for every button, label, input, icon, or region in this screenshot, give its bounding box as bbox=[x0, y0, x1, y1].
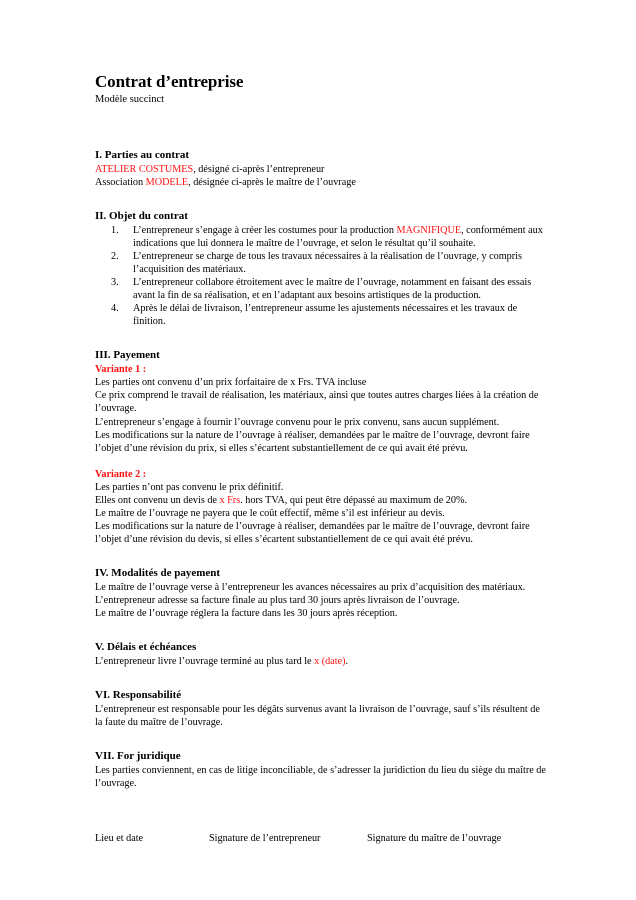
spacer bbox=[95, 546, 547, 566]
variante-1-line-1: Les parties ont convenu d’un prix forfaitaire de x Frs. TVA incluse bbox=[95, 377, 367, 389]
objet-item-1-post: , conformément aux indications que lui donnera le maître de l’ouvrage, et selon le résultat qu’il souhaite. bbox=[133, 224, 543, 249]
variante-2-line-1: Les parties n’ont pas convenu le prix définitif. bbox=[95, 481, 284, 493]
spacer bbox=[95, 790, 547, 832]
section-heading-payement: III. Payement bbox=[95, 349, 160, 362]
party-maitre-prefix: Association bbox=[95, 177, 146, 189]
list-item bbox=[95, 224, 547, 250]
section-heading-modalites: IV. Modalités de payement bbox=[95, 567, 221, 580]
spacer bbox=[95, 328, 547, 348]
spacer bbox=[95, 668, 547, 688]
variante-1-line-3: L’entrepreneur s’engage à fournir l’ouvrage convenu pour le prix convenu, sans aucun supplément. bbox=[95, 416, 500, 428]
document-body bbox=[95, 72, 547, 848]
variante-2-line-2-post: . hors TVA, qui peut être dépassé au maximum de 20%. bbox=[240, 494, 467, 506]
delais-line-post: . bbox=[345, 655, 349, 667]
objet-list bbox=[95, 224, 547, 328]
modalites-line-2: L’entrepreneur adresse sa facture finale au plus tard 30 jours après livraison de l’ouvrage. bbox=[95, 595, 460, 607]
spacer bbox=[95, 729, 547, 749]
spacer bbox=[95, 455, 547, 468]
parties-line-maitre bbox=[95, 176, 547, 189]
variante-2-line-2-pre: Elles ont convenu un devis de bbox=[95, 494, 220, 506]
list-item bbox=[95, 302, 547, 328]
modalites-line-1: Le maître de l’ouvrage verse à l’entrepreneur les avances nécessaires au prix d’acquisition des matériaux. bbox=[95, 582, 526, 593]
section-heading-delais: V. Délais et échéances bbox=[95, 641, 197, 654]
variante-2-label: Variante 2 : bbox=[95, 468, 147, 480]
page-title: Contrat d’entreprise bbox=[95, 72, 244, 91]
variante-1-line-2: Ce prix comprend le travail de réalisation, les matériaux, ainsi que toutes autres charges liées à la création de l’ouvrage. bbox=[95, 390, 539, 415]
spacer bbox=[95, 106, 547, 148]
objet-item-4-text: Après le délai de livraison, l’entrepreneur assume les ajustements nécessaires et les travaux de finition. bbox=[133, 303, 518, 328]
parties-line-entrepreneur bbox=[95, 163, 547, 176]
party-entrepreneur-name: ATELIER COSTUMES bbox=[95, 163, 194, 175]
section-heading-objet: II. Objet du contrat bbox=[95, 210, 188, 223]
variante-1-line-4: Les modifications sur la nature de l’ouvrage à réaliser, demandées par le maître de l’ouvrage, devront faire l’objet d’une révision du prix, si elles s’écartent substantiellement de ce qui avait été prévu. bbox=[95, 429, 530, 454]
list-item bbox=[95, 250, 547, 276]
responsabilite-line: L’entrepreneur est responsable pour les dégâts survenus avant la livraison de l’ouvrage, sauf s’ils résultent de la faute du maître de l’ouvrage. bbox=[95, 703, 540, 728]
objet-item-1-pre: L’entrepreneur s’engage à créer les costumes pour la production bbox=[133, 224, 397, 236]
delais-line-pre: L’entrepreneur livre l’ouvrage terminé au plus tard le bbox=[95, 655, 315, 667]
spacer bbox=[95, 189, 547, 209]
objet-item-3-text: L’entrepreneur collabore étroitement avec le maître de l’ouvrage, notamment en faisant des essais avant la fin de sa réalisation, et en l’adaptant aux besoins artistiques de la production. bbox=[133, 277, 532, 302]
party-maitre-rest: , désignée ci-après le maître de l’ouvrage bbox=[188, 177, 356, 189]
signature-field-maitre[interactable]: Signature du maître de l’ouvrage bbox=[367, 832, 502, 844]
variante-1-label: Variante 1 : bbox=[95, 364, 147, 376]
modalites-line-3: Le maître de l’ouvrage réglera la facture dans les 30 jours après réception. bbox=[95, 608, 398, 620]
for-juridique-line: Les parties conviennent, en cas de litige inconciliable, de s’adresser la juridiction du lieu du siège du maître de l’ouvrage. bbox=[95, 764, 546, 789]
variante-2-line-4: Les modifications sur la nature de l’ouvrage à réaliser, demandées par le maître de l’ouvrage, devront faire l’objet d’une révision du devis, si elles s’écartent substantiellement de ce qui avait été prévu. bbox=[95, 521, 530, 546]
delais-line bbox=[95, 655, 547, 668]
list-item bbox=[95, 276, 547, 302]
party-entrepreneur-rest: , désigné ci-après l’entrepreneur bbox=[193, 163, 325, 175]
party-maitre-name: MODELE bbox=[145, 177, 189, 189]
page-subtitle: Modèle succinct bbox=[95, 93, 165, 105]
signature-field-lieu-date[interactable]: Lieu et date bbox=[95, 832, 144, 844]
signature-row bbox=[95, 832, 547, 848]
spacer bbox=[95, 620, 547, 640]
signature-field-entrepreneur[interactable]: Signature de l’entrepreneur bbox=[209, 832, 321, 844]
variante-2-line-3: Le maître de l’ouvrage ne payera que le coût effectif, même s’il est inférieur au devis. bbox=[95, 508, 445, 520]
section-heading-responsabilite: VI. Responsabilité bbox=[95, 689, 182, 702]
section-heading-parties: I. Parties au contrat bbox=[95, 149, 190, 162]
devis-amount: x Frs bbox=[219, 494, 241, 506]
section-heading-for-juridique: VII. For juridique bbox=[95, 749, 181, 762]
objet-item-2-text: L’entrepreneur se charge de tous les travaux nécessaires à la réalisation de l’ouvrage, y compris l’acquisition des matériaux. bbox=[133, 251, 522, 276]
variante-2-line-2 bbox=[95, 494, 547, 507]
delivery-date-placeholder: x (date) bbox=[314, 655, 346, 667]
production-name: MAGNIFIQUE bbox=[396, 224, 462, 236]
